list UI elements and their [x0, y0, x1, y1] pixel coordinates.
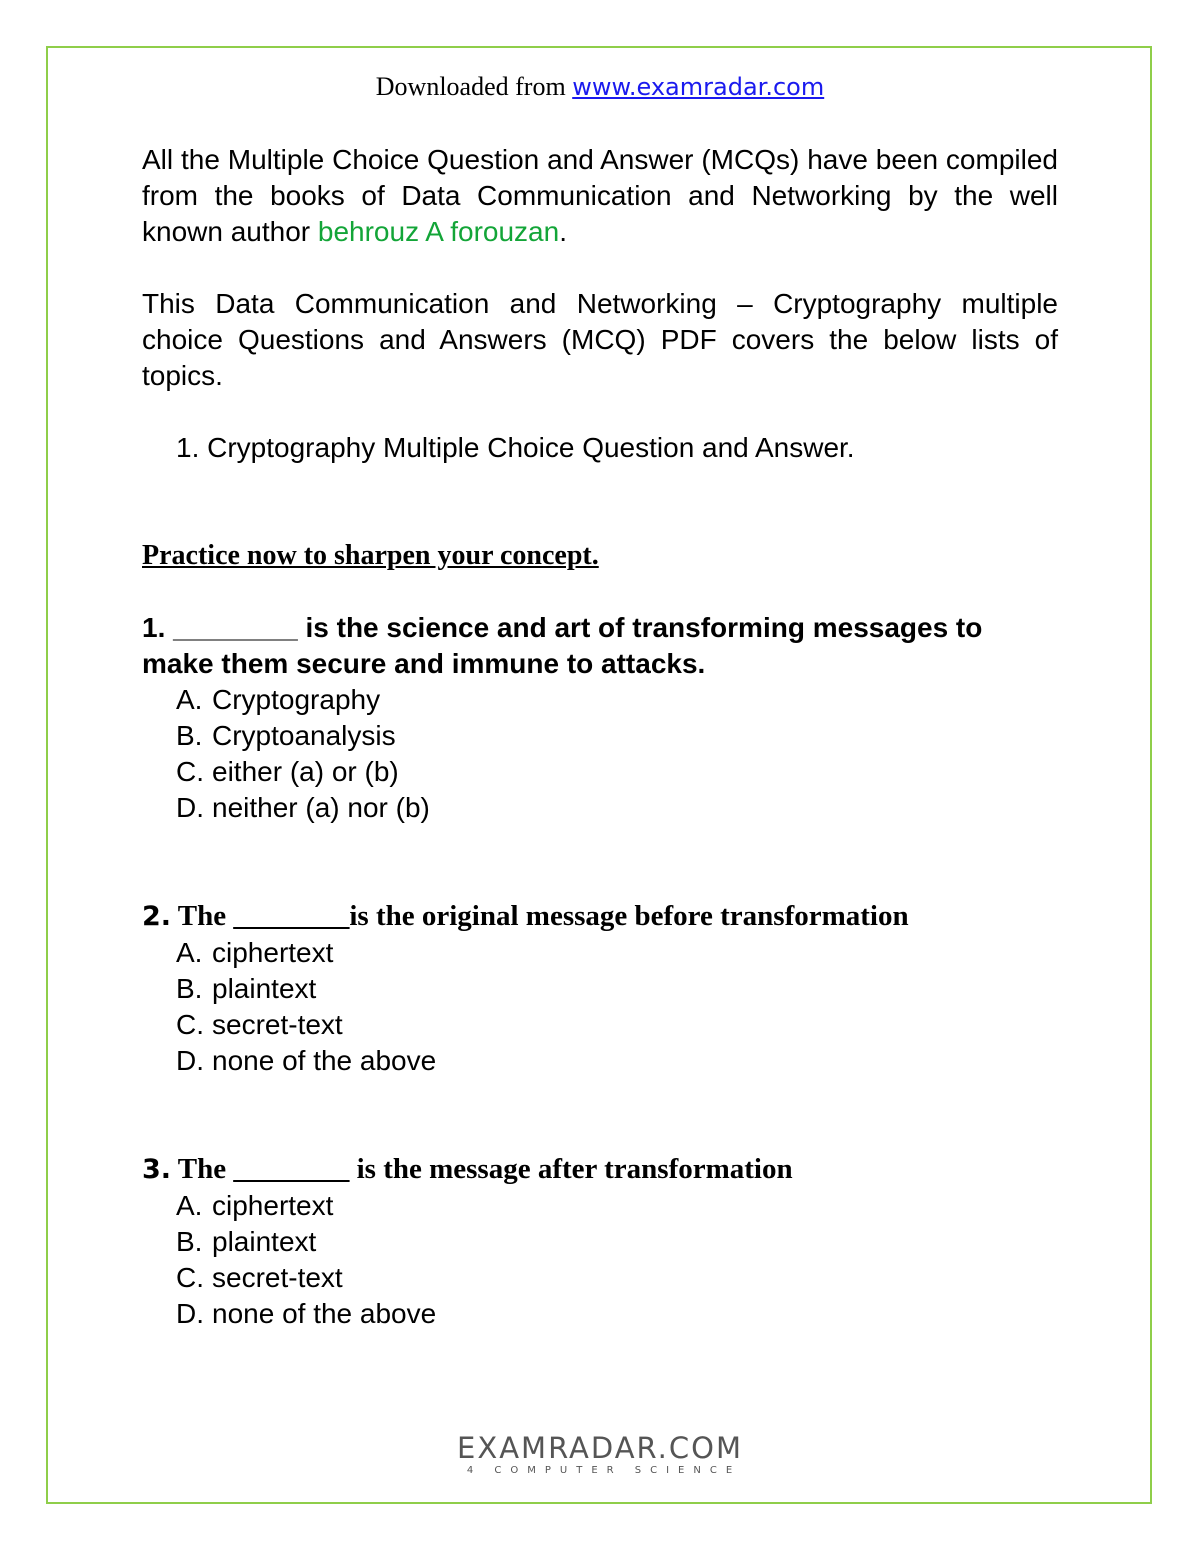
question-2-options: [142, 935, 1058, 1079]
question-3-options: [142, 1188, 1058, 1332]
option-item[interactable]: [142, 790, 1058, 826]
option-letter: C.: [176, 1262, 204, 1293]
logo-tagline: 4 COMPUTER SCIENCE: [466, 1465, 742, 1476]
intro-paragraph-1: [142, 142, 1058, 250]
option-letter: B.: [176, 973, 203, 1004]
option-item[interactable]: [142, 1007, 1058, 1043]
option-text: secret-text: [212, 1262, 343, 1293]
question-text: The ________ is the message after transformation: [171, 1153, 793, 1185]
author-name: behrouz A forouzan: [317, 216, 560, 247]
header-prefix: Downloaded from: [375, 72, 573, 101]
option-letter: A.: [176, 937, 203, 968]
question-2: [142, 898, 1058, 935]
option-item[interactable]: [142, 1043, 1058, 1079]
option-letter: C.: [176, 756, 204, 787]
option-text: ciphertext: [212, 1190, 334, 1221]
option-text: none of the above: [212, 1045, 437, 1076]
question-3: [142, 1151, 1058, 1188]
question-text: The ________is the original message before transformation: [171, 900, 909, 932]
option-item[interactable]: [142, 1224, 1058, 1260]
option-text: either (a) or (b): [212, 756, 399, 787]
option-letter: A.: [176, 1190, 203, 1221]
option-letter: D.: [176, 792, 204, 823]
option-item[interactable]: [142, 935, 1058, 971]
download-header: [0, 72, 1200, 102]
option-item[interactable]: [142, 1260, 1058, 1296]
intro-paragraph-2: This Data Communication and Networking – Cryptography multiple choice Questions and Answers (MCQ) PDF covers the below lists of topics.: [142, 288, 1058, 391]
topic-item: 1. Cryptography Multiple Choice Question and Answer.: [176, 432, 855, 463]
question-text: ________ is the science and art of transforming messages to make them secure and immune to attacks.: [142, 612, 983, 679]
question-1: [142, 610, 1058, 682]
option-text: neither (a) nor (b): [212, 792, 430, 823]
practice-heading: Practice now to sharpen your concept.: [142, 540, 599, 571]
option-item[interactable]: [142, 1296, 1058, 1332]
question-number: 3.: [142, 1154, 172, 1185]
option-letter: D.: [176, 1298, 204, 1329]
option-text: secret-text: [212, 1009, 343, 1040]
option-text: Cryptoanalysis: [212, 720, 396, 751]
topics-list: [142, 430, 1058, 466]
intro-text: All the Multiple Choice Question and Answer (MCQs) have been compiled from the books of Data Communication and Networking by the well known author: [142, 144, 1058, 247]
option-letter: D.: [176, 1045, 204, 1076]
option-text: ciphertext: [212, 937, 334, 968]
option-item[interactable]: [142, 754, 1058, 790]
option-item[interactable]: [142, 682, 1058, 718]
question-1-options: [142, 682, 1058, 826]
option-letter: A.: [176, 684, 203, 715]
logo-title: EXAMRADAR.COM: [457, 1431, 743, 1465]
option-letter: B.: [176, 1226, 203, 1257]
option-text: Cryptography: [212, 684, 381, 715]
option-item[interactable]: [142, 1188, 1058, 1224]
option-text: plaintext: [212, 1226, 317, 1257]
examradar-link[interactable]: www.examradar.com: [572, 73, 825, 101]
examradar-logo: [0, 1432, 1200, 1478]
option-text: plaintext: [212, 973, 317, 1004]
option-letter: B.: [176, 720, 203, 751]
intro-end: .: [559, 216, 567, 247]
question-number: 1.: [142, 612, 166, 643]
option-letter: C.: [176, 1009, 204, 1040]
document-body: [142, 142, 1058, 1332]
option-item[interactable]: [142, 718, 1058, 754]
option-text: none of the above: [212, 1298, 437, 1329]
option-item[interactable]: [142, 971, 1058, 1007]
question-number: 2.: [142, 901, 172, 932]
